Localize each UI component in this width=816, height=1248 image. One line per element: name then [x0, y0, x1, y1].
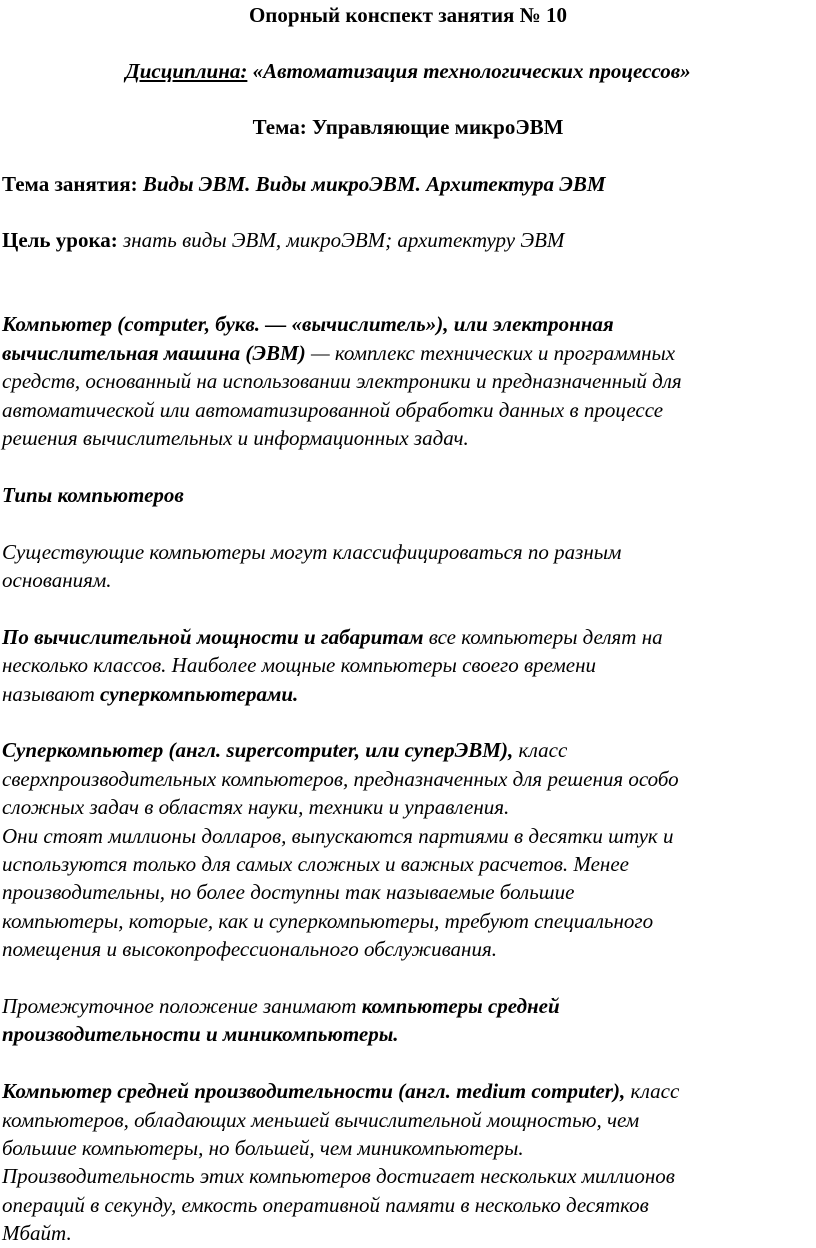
discipline-label: Дисциплина:	[125, 59, 248, 83]
supercomputer-line: производительны, но более доступны так называемые большие	[2, 880, 575, 905]
supercomputer-line: Они стоят миллионы долларов, выпускаются партиями в десятки штук и	[2, 823, 674, 848]
supercomputer-line: используются только для самых сложных и важных расчетов. Менее	[2, 852, 629, 877]
supercomputer-text: класс	[513, 738, 568, 763]
supercomputer-line: сверхпроизводительных компьютеров, предназначенных для решения особо	[2, 766, 679, 791]
medium-text: класс	[625, 1079, 680, 1104]
power-line	[2, 623, 808, 651]
power-text: все компьютеры делят на	[423, 624, 663, 649]
definition-line: решения вычислительных и информационных задач.	[2, 426, 469, 451]
definition-line: средств, основанный на использовании электроники и предназначенный для	[2, 369, 682, 394]
medium-line: операций в секунду, емкость оперативной памяти в несколько десятков	[2, 1192, 649, 1217]
discipline-value: «Автоматизация технологических процессов»	[247, 59, 691, 83]
power-line	[2, 680, 808, 708]
power-text: называют	[2, 681, 101, 706]
lesson-topic-line	[2, 170, 606, 198]
intermediate-text: Промежуточное положение занимают	[2, 994, 362, 1019]
supercomputer-term: Суперкомпьютер (англ. supercomputer, или суперЭВМ),	[2, 738, 514, 763]
supercomputer-line: сложных задач в областях науки, техники и управления.	[2, 795, 510, 820]
definition-line: автоматической или автоматизированной обработки данных в процессе	[2, 397, 664, 422]
definition-line	[2, 339, 808, 367]
power-line: несколько классов. Наиболее мощные компьютеры своего времени	[2, 653, 597, 678]
course-topic: Тема: Управляющие микроЭВМ	[252, 115, 564, 139]
document-title: Опорный конспект занятия № 10	[248, 3, 568, 27]
medium-line: большие компьютеры, но большей, чем миникомпьютеры.	[2, 1136, 524, 1161]
power-paragraph	[2, 623, 808, 708]
types-intro-line: Существующие компьютеры могут классифицироваться по разным	[2, 539, 622, 564]
types-intro-line: основаниям.	[2, 568, 112, 593]
lesson-topic-value: Виды ЭВМ. Виды микроЭВМ. Архитектура ЭВМ	[142, 172, 606, 196]
supercomputer-line	[2, 736, 808, 764]
intermediate-term: компьютеры средней	[361, 994, 560, 1019]
medium-line: компьютеров, обладающих меньшей вычислительной мощностью, чем	[2, 1107, 640, 1132]
medium-computer-paragraph	[2, 1077, 808, 1247]
body-text	[2, 282, 808, 1248]
medium-line	[2, 1077, 808, 1105]
lesson-topic-label: Тема занятия:	[2, 172, 143, 196]
power-term: По вычислительной мощности и габаритам	[2, 624, 424, 649]
intermediate-paragraph	[2, 992, 808, 1049]
medium-term: Компьютер средней производительности (англ. medium computer),	[2, 1079, 626, 1104]
lesson-goal-value: знать виды ЭВМ, микроЭВМ; архитектуру ЭВМ	[123, 228, 565, 252]
power-term: суперкомпьютерами.	[100, 681, 299, 706]
intermediate-line: производительности и миникомпьютеры.	[2, 1022, 399, 1047]
medium-line: Мбайт.	[2, 1221, 72, 1246]
types-heading: Типы компьютеров	[2, 482, 184, 507]
medium-line: Производительность этих компьютеров достигает нескольких миллионов	[2, 1164, 675, 1189]
lesson-goal-label: Цель урока:	[2, 228, 123, 252]
intermediate-line	[2, 992, 808, 1020]
supercomputer-line: компьютеры, которые, как и суперкомпьютеры, требуют специального	[2, 908, 654, 933]
discipline-line	[0, 57, 816, 85]
types-intro-paragraph	[2, 538, 808, 595]
definition-paragraph	[2, 310, 808, 452]
definition-term: вычислительная машина (ЭВМ)	[2, 340, 306, 365]
supercomputer-line: помещения и высокопрофессионального обслуживания.	[2, 937, 497, 962]
lesson-goal-line	[2, 226, 564, 254]
supercomputer-paragraph	[2, 736, 808, 963]
definition-line: Компьютер (computer, букв. — «вычислитель»), или электронная	[2, 312, 614, 337]
definition-text: — комплекс технических и программных	[305, 340, 676, 365]
